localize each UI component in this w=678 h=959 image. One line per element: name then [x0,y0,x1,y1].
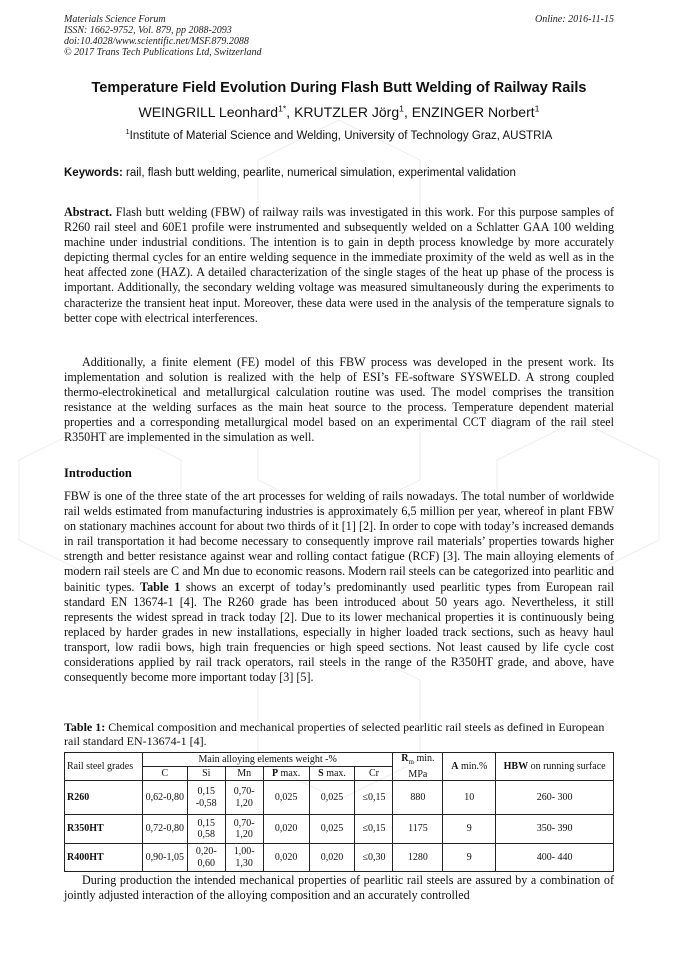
cell-p: 0,025 [263,781,309,815]
table-header-row [65,753,614,767]
header-a: A min.% [443,753,496,781]
keywords-label: Keywords: [64,167,123,179]
author-2: KRUTZLER Jörg [294,104,400,120]
header-hbw: HBW on running surface [496,753,614,781]
cell-hbw: 400- 440 [496,844,614,872]
body-paragraph: During production the intended mechanical properties of pearlitic rail steels are assured by a combination of jointly adjusted interaction of the alloying composition and an accurately controlled [64,873,614,903]
header-mn: Mn [225,767,263,781]
cell-a: 9 [443,815,496,844]
cell-rm: 1175 [393,815,443,844]
properties-table [64,752,614,872]
table-caption [64,720,614,748]
author-1-affil: 1* [278,103,287,114]
abstract-label: Abstract. [64,205,113,219]
issn: ISSN: 1662-9752, Vol. 879, pp 2088-2093 [64,25,232,36]
doi-link[interactable]: doi:10.4028/www.scientific.net/MSF.879.2088 [64,36,249,47]
cell-p: 0,020 [263,844,309,872]
header-p: P max. [263,767,309,781]
cell-cr: ≤0,15 [355,781,393,815]
cell-cr: ≤0,15 [355,815,393,844]
cell-mn: 0,70-1,20 [225,781,263,815]
author-2-affil: 1 [399,103,404,114]
section-heading-introduction: Introduction [64,466,132,480]
header-cr: Cr [355,767,393,781]
cell-c: 0,62-0,80 [142,781,187,815]
cell-s: 0,025 [309,815,355,844]
affiliation [40,130,638,142]
cell-p: 0,020 [263,815,309,844]
table-row [65,815,614,844]
author-1: WEINGRILL Leonhard [138,104,279,120]
cell-grade: R350HT [65,815,143,844]
online-date: Online: 2016-11-15 [535,14,614,25]
author-list [40,104,638,120]
cell-si: 0,15 0,58 [187,815,225,844]
author-3-affil: 1 [534,103,540,114]
table-reference-link[interactable]: Table 1 [140,579,181,594]
cell-s: 0,020 [309,844,355,872]
cell-hbw: 350- 390 [496,815,614,844]
table-caption-label: Table 1: [64,720,106,734]
header-si: Si [187,767,225,781]
cell-c: 0,90-1,05 [142,844,187,872]
abstract-text: Flash butt welding (FBW) of railway rails was investigated in this work. For this purpose samples of R260 rail steel and 60E1 profile were instrumented and subsequently welded on a Schlatter GAA 100 welding machine under industrial conditions. The intention is to gain in depth process knowledge by more accurately depicting thermal cycles for an entire welding sequence in the immediate proximity of the weld as well as in the heat affected zone (HAZ). A detailed characterization of the single stages of the heat up phase of the process is important. Additionally, the secondary welding voltage was measured simultaneously during the experiments to characterize the transient heat input. Moreover, these data were used in the analysis of the temperature signals to better cope with electrical interferences. [64,205,614,325]
table-caption-text: Chemical composition and mechanical properties of selected pearlitic rail steels as defined in European rail standard EN-13674-1 [4]. [64,720,605,748]
cell-rm: 1280 [393,844,443,872]
keywords-text: rail, flash butt welding, pearlite, numerical simulation, experimental validation [126,167,516,179]
cell-mn: 0,70-1,20 [225,815,263,844]
author-separator: , [403,104,412,120]
abstract-paragraph-2: Additionally, a finite element (FE) model of this FBW process was developed in the present work. Its implementation and solution is realized with the help of ESI’s FE-software SYSWELD. A strong coupled thermo-electrokinetical and metallurgical calculation routine was used. The model comprises the transition resistance at the welding surfaces as the main heat source to the process. Temperature dependent material properties and a corresponding metallurgical model based on an experimental CCT diagram of the rail steel R350HT are implemented in the simulation as well. [64,355,614,445]
keywords [64,167,624,179]
header-s: S max. [309,767,355,781]
intro-text-2: shows an excerpt of today’s predominantly used pearlitic types from European rail standard EN 13674-1 [4]. The R260 grade has been introduced about 50 years ago. Nevertheless, it still represents the widest spread in track today [2]. Due to its lower mechanical properties it is continuously being replaced by harder grades in new installations, especially in higher loaded track sections, such as heavy haul transport, low radii bows, high train frequencies or high speed sections. Not least caused by life cycle cost considerations applied by rail track operators, rail steels in the range of the R350HT grade, and above, have consequently become more important today [3] [5]. [64,579,614,685]
cell-a: 9 [443,844,496,872]
journal-name: Materials Science Forum [64,14,166,25]
header-main-alloying: Main alloying elements weight -% [142,753,393,767]
cell-mn: 1,00-1,30 [225,844,263,872]
cell-grade: R260 [65,781,143,815]
cell-c: 0,72-0,80 [142,815,187,844]
copyright: © 2017 Trans Tech Publications Ltd, Switzerland [64,47,262,58]
table-row [65,781,614,815]
cell-grade: R400HT [65,844,143,872]
intro-text-1: FBW is one of the three state of the art processes for welding of rails nowadays. The total number of worldwide rail welds estimated from manufacturing industries is approximately 6,5 million per year, whereof in plant FBW on stationary machines account for about two thirds of it [1] [2]. In order to cope with today’s increased demands in rail transportation it had become necessary to consequently improve rail materials’ properties towards higher strength and better resistance against wear and rolling contact fatigue (RCF) [3]. The main alloying elements of modern rail steels are C and Mn due to economic reasons. Modern rail steels can be categorized into pearlitic and bainitic types. [64,489,614,594]
abstract-paragraph [64,205,614,326]
cell-si: 0,20-0,60 [187,844,225,872]
author-3: ENZINGER Norbert [411,104,535,120]
cell-a: 10 [443,781,496,815]
table-row [65,844,614,872]
header-rm: $R_m$ min. MPa [393,753,443,781]
cell-si: 0,15 -0,58 [187,781,225,815]
paper-title: Temperature Field Evolution During Flash Butt Welding of Railway Rails [91,80,587,96]
affiliation-text: Institute of Material Science and Welding, University of Technology Graz, AUSTRIA [129,130,553,142]
journal-header [64,14,262,58]
author-separator: , [286,104,295,120]
header-c: C [142,767,187,781]
cell-cr: ≤0,30 [355,844,393,872]
cell-hbw: 260- 300 [496,781,614,815]
cell-rm: 880 [393,781,443,815]
header-grades: Rail steel grades [65,753,143,781]
cell-s: 0,025 [309,781,355,815]
introduction-paragraph [64,489,614,685]
affiliation-number: 1 [125,128,130,137]
